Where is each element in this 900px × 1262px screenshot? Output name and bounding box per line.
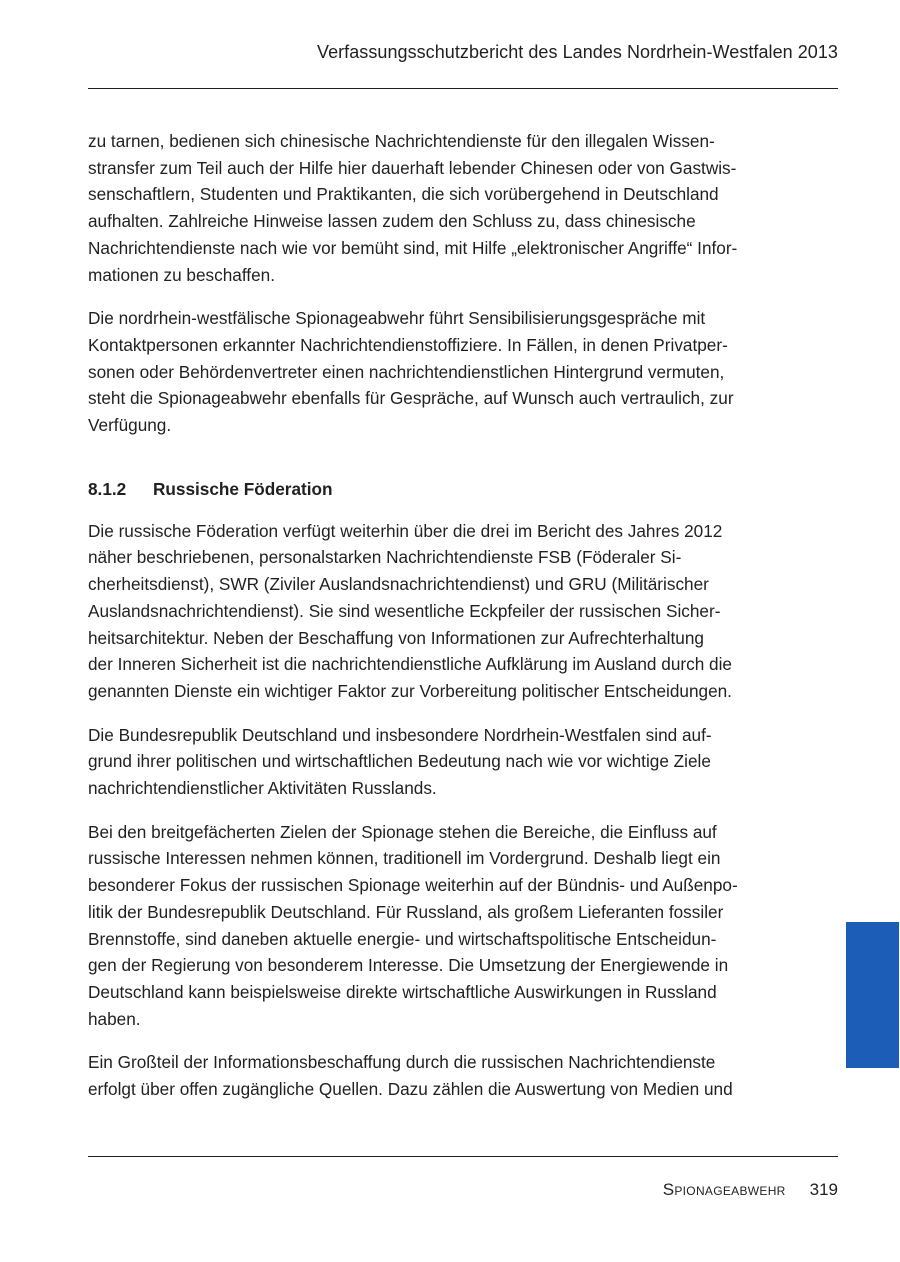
text-line: Auslandsnachrichtendienst). Sie sind wesentliche Eckpfeiler der russischen Sicher-: [88, 600, 721, 621]
text-line: der Inneren Sicherheit ist die nachrichtendienstliche Aufklärung im Ausland durch die: [88, 654, 732, 675]
running-footer: [663, 1180, 838, 1200]
page-number: 319: [809, 1180, 838, 1199]
text-line: russische Interessen nehmen können, traditionell im Vordergrund. Deshalb liegt ein: [88, 848, 721, 869]
text-line: heitsarchitektur. Neben der Beschaffung von Informationen zur Aufrechterhaltung: [88, 627, 704, 648]
text-line: Kontaktpersonen erkannter Nachrichtendienstoffiziere. In Fällen, in denen Privatper-: [88, 334, 728, 355]
text-line: näher beschriebenen, personalstarken Nachrichtendienste FSB (Föderaler Si-: [88, 547, 682, 568]
footer-section-name: Spionageabwehr: [662, 1180, 786, 1199]
page-body: [88, 128, 810, 1120]
paragraph: [88, 1049, 810, 1102]
section-number: 8.1.2: [88, 478, 127, 499]
text-line: erfolgt über offen zugängliche Quellen. Dazu zählen die Auswertung von Medien und: [88, 1079, 733, 1100]
paragraph: [88, 305, 810, 439]
text-line: steht die Spionageabwehr ebenfalls für Gespräche, auf Wunsch auch vertraulich, zur: [88, 388, 734, 409]
paragraph: [88, 819, 810, 1033]
text-line: zu tarnen, bedienen sich chinesische Nachrichtendienste für den illegalen Wissen-: [88, 131, 715, 151]
text-line: Deutschland kann beispielsweise direkte wirtschaftliche Auswirkungen in Russland: [88, 981, 717, 1002]
chapter-tab-marker: [846, 922, 899, 1068]
text-line: genannten Dienste ein wichtiger Faktor zur Vorbereitung politischer Entscheidungen.: [88, 680, 732, 701]
paragraph: [88, 128, 810, 288]
paragraph: [88, 518, 810, 705]
text-line: nachrichtendienstlicher Aktivitäten Russlands.: [88, 778, 437, 799]
text-line: cherheitsdienst), SWR (Ziviler Auslandsnachrichtendienst) und GRU (Militärischer: [88, 574, 709, 595]
running-header: Verfassungsschutzbericht des Landes Nordrhein-Westfalen 2013: [317, 42, 838, 62]
text-line: stransfer zum Teil auch der Hilfe hier dauerhaft lebender Chinesen oder von Gastwis-: [88, 157, 737, 178]
text-line: Verfügung.: [88, 415, 172, 436]
text-line: litik der Bundesrepublik Deutschland. Für Russland, als großem Lieferanten fossiler: [88, 901, 724, 922]
text-line: besonderer Fokus der russischen Spionage weiterhin auf der Bündnis- und Außenpo-: [88, 875, 738, 896]
section-heading: [88, 476, 810, 502]
text-line: haben.: [88, 1008, 141, 1029]
footer-divider: [88, 1156, 838, 1157]
paragraph: [88, 722, 810, 802]
text-line: Brennstoffe, sind daneben aktuelle energie- und wirtschaftspolitische Entscheidun-: [88, 928, 717, 949]
text-line: grund ihrer politischen und wirtschaftlichen Bedeutung nach wie vor wichtige Ziele: [88, 751, 711, 772]
text-line: Die nordrhein-westfälische Spionageabwehr führt Sensibilisierungsgespräche mit: [88, 308, 706, 329]
text-line: Die Bundesrepublik Deutschland und insbesondere Nordrhein-Westfalen sind auf-: [88, 724, 712, 745]
header-divider: [88, 88, 838, 89]
section-title: Russische Föderation: [153, 478, 333, 499]
text-line: senschaftlern, Studenten und Praktikanten, die sich vorübergehend in Deutschland: [88, 184, 719, 205]
text-line: Bei den breitgefächerten Zielen der Spionage stehen die Bereiche, die Einfluss auf: [88, 821, 717, 842]
text-line: Nachrichtendienste nach wie vor bemüht sind, mit Hilfe „elektronischer Angriffe“ Infor-: [88, 237, 738, 258]
text-line: gen der Regierung von besonderem Interesse. Die Umsetzung der Energiewende in: [88, 955, 729, 976]
text-line: Ein Großteil der Informationsbeschaffung durch die russischen Nachrichtendienste: [88, 1052, 716, 1073]
text-line: mationen zu beschaffen.: [88, 264, 275, 285]
text-line: Die russische Föderation verfügt weiterhin über die drei im Bericht des Jahres 2012: [88, 520, 723, 541]
text-line: aufhalten. Zahlreiche Hinweise lassen zudem den Schluss zu, dass chinesische: [88, 211, 696, 232]
text-line: sonen oder Behördenvertreter einen nachrichtendienstlichen Hintergrund vermuten,: [88, 361, 725, 382]
